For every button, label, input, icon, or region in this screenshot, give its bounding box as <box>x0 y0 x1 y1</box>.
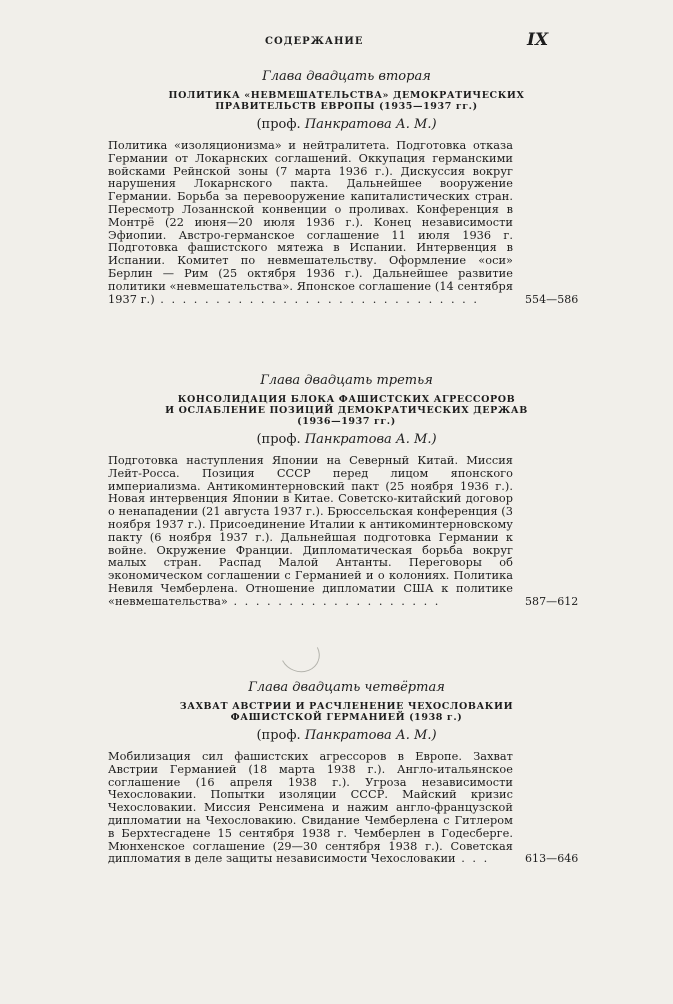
author-prefix: (проф. <box>256 117 301 132</box>
author-prefix: (проф. <box>256 728 301 743</box>
chapter-title <box>20 394 673 427</box>
chapter-label: Глава двадцать вторая <box>262 69 431 84</box>
author-prefix: (проф. <box>256 432 301 447</box>
leader-dots: . . . <box>455 852 490 866</box>
chapter-title-line: ПРАВИТЕЛЬСТВ ЕВРОПЫ (1935—1937 гг.) <box>215 101 478 112</box>
chapter-title-line: ЗАХВАТ АВСТРИИ И РАСЧЛЕНЕНИЕ ЧЕХОСЛОВАКИИ <box>179 701 514 712</box>
abstract-text: Мобилизация сил фашистских агрессоров в Европе. Захват Австрии Германией (18 марта 1938 г.). Англо-итальянское соглашение (16 апреля 1938 г.). Угроза независимости Чехословакии. Попытки изоляции СССР. Майский кризис Чехословакии. Миссия Ренсимена и нажим англо-французской дипломатии на Чехословакию. Свидание Чемберлена с Гитлером в Берхтесгадене 15 сентября 1938 г. Чемберлен в Годесберге. Мюнхенское соглашение (29—30 сентября 1938 г.). Советская дипломатия в деле защиты независимости Чехословакии <box>108 750 513 866</box>
page-number: IX <box>527 30 549 50</box>
chapter-23 <box>0 373 673 609</box>
author-name: Панкратова А. М.) <box>304 728 437 743</box>
chapter-title <box>20 701 673 723</box>
chapter-title-line: ФАШИСТСКОЙ ГЕРМАНИЕЙ (1938 г.) <box>230 712 463 723</box>
chapter-label: Глава двадцать третья <box>260 373 433 388</box>
leader-dots: . . . . . . . . . . . . . . . . . . . <box>227 594 441 608</box>
leader-dots: . . . . . . . . . . . . . . . . . . . . . . . . . . . . . <box>154 292 479 306</box>
running-title: СОДЕРЖАНИЕ <box>265 36 364 47</box>
chapter-title-line: (1936—1937 гг.) <box>297 416 396 427</box>
paper-stain-mark <box>275 630 325 678</box>
chapter-title <box>20 90 673 112</box>
chapter-author <box>20 728 673 743</box>
chapter-22 <box>0 69 673 306</box>
author-name: Панкратова А. М.) <box>304 432 437 447</box>
chapter-title-line: ПОЛИТИКА «НЕВМЕШАТЕЛЬСТВА» ДЕМОКРАТИЧЕСКИХ <box>168 90 525 101</box>
chapter-author <box>20 432 673 447</box>
chapter-abstract <box>108 139 579 306</box>
abstract-text: Подготовка наступления Японии на Северный Китай. Миссия Лейт-Росса. Позиция СССР перед лицом японского империализма. Антикоминтерновский пакт (25 ноября 1936 г.). Новая интервенция Японии в Китае. Советско-китайский договор о ненападении (21 августа 1937 г.). Брюссельская конференция (3 ноября 1937 г.). Присоединение Италии к антикоминтерновскому пакту (6 ноября 1937 г.). Дальнейшая подготовка Германии к войне. Окружение Франции. Дипломатическая борьба вокруг малых стран. Распад Малой Антанты. Переговоры об экономическом соглашении с Германией и о колониях. Политика Невиля Чемберлена. Отношение дипломатии США к политике «невмешательства» <box>108 454 513 608</box>
chapter-title-line: КОНСОЛИДАЦИЯ БЛОКА ФАШИСТСКИХ АГРЕССОРОВ <box>177 394 516 405</box>
chapter-label: Глава двадцать четвёртая <box>248 680 445 695</box>
page-range: 613—646 <box>525 852 579 866</box>
chapter-24 <box>0 680 673 866</box>
running-header <box>0 30 673 54</box>
page-range: 554—586 <box>525 292 579 306</box>
chapter-abstract <box>108 454 579 609</box>
abstract-text: Политика «изоляционизма» и нейтралитета. Подготовка отказа Германии от Локарнских соглашений. Оккупация германскими войсками Рейнской зоны (7 марта 1936 г.). Дискуссия вокруг нарушения Локарнского пакта. Дальнейшее вооружение Германии. Борьба за перевооружение капиталистических стран. Пересмотр Лозаннской конвенции о проливах. Конференция в Монтрё (22 июня—20 июля 1936 г.). Конец независимости Эфиопии. Австро-германское соглашение 11 июля 1936 г. Подготовка фашистского мятежа в Испании. Интервенция в Испании. Комитет по невмешательству. Оформление «оси» Берлин — Рим (25 октября 1936 г.). Дальнейшее развитие политики «невмешательства». Японское соглашение (14 сентября 1937 г.) <box>108 139 513 306</box>
page-range: 587—612 <box>525 594 579 608</box>
chapter-abstract <box>108 750 579 866</box>
chapter-author <box>20 117 673 132</box>
author-name: Панкратова А. М.) <box>304 117 437 132</box>
chapter-title-line: И ОСЛАБЛЕНИЕ ПОЗИЦИЙ ДЕМОКРАТИЧЕСКИХ ДЕРЖАВ <box>165 405 528 416</box>
